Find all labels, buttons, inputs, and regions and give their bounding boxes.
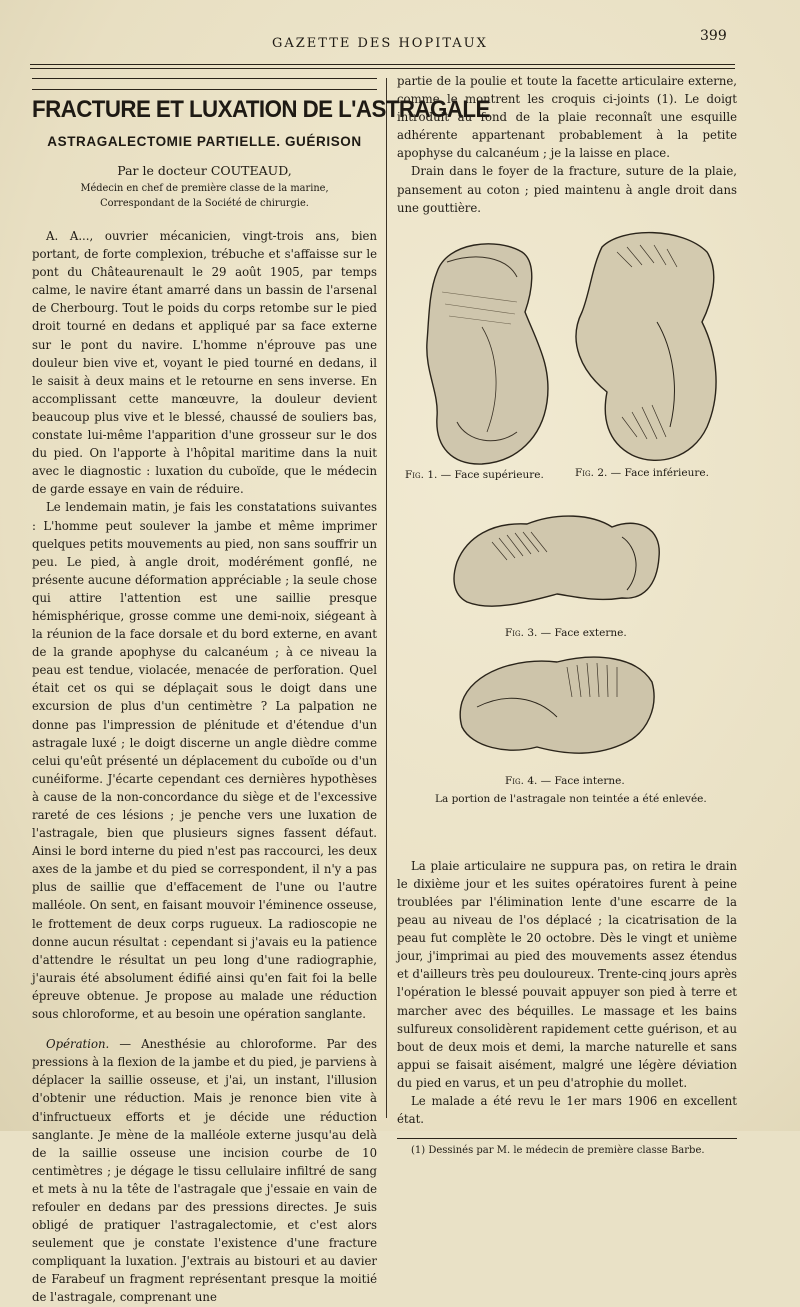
paragraph-operation: [32, 1035, 377, 1306]
fig2-talus-inferior-illustration: [562, 227, 722, 477]
footnote-rule: [397, 1138, 737, 1139]
affiliation-line-1: Médecin en chef de première classe de la marine,: [80, 183, 329, 194]
fig4-talus-internal-illustration: [457, 647, 657, 767]
fig3-talus-external-illustration: [447, 502, 667, 622]
figures-area: [397, 217, 737, 857]
operation-lead: Opération.: [46, 1037, 110, 1052]
fig3-caption: [505, 627, 627, 639]
running-title: GAZETTE DES HOPITAUX: [272, 36, 488, 51]
fig2-number: Fig. 2.: [575, 466, 608, 479]
header-rule: [30, 64, 735, 65]
footnote: (1) Dessinés par M. le médecin de première classe Barbe.: [411, 1145, 705, 1157]
fig3-number: Fig. 3.: [505, 626, 538, 639]
column-divider: [386, 78, 387, 1118]
fig2-label: — Face inférieure.: [607, 466, 709, 479]
right-column: [397, 72, 737, 1156]
fig1-number: Fig. 1.: [405, 468, 438, 481]
fig1-caption: [405, 469, 544, 481]
fig4-number: Fig. 4.: [505, 774, 538, 787]
paragraph-case-history: A. A..., ouvrier mécanicien, vingt-trois ans, bien portant, de forte complexion, trébuche et s'affaisse sur le pont du Châteaurenault le 29 août 1905, par temps calme, le navire étant amarré dans un bassin de l'arsenal de Cherbourg. Tout le poids du corps retombe sur le pied droit tourné en dedans et appliqué par sa face externe sur le pont du navire. L'homme n'éprouve pas une douleur bien vive et, voyant le pied tourné en dedans, il le saisit à deux mains et le retourne en sens inverse. En accomplissant cette manœuvre, la douleur devient beaucoup plus vive et le blessé, chaussé de souliers bas, constate lui-même l'apparition d'une grosseur sur le dos du pied. On l'apporte à l'hôpital maritime dans la nuit avec le diagnostic : luxation du cuboïde, que le médecin de garde essaye en vain de réduire.: [32, 229, 377, 497]
article-title: FRACTURE ET LUXATION DE L'ASTRAGALE: [32, 96, 490, 123]
page-number: 399: [700, 28, 727, 44]
paragraph-dressing: Drain dans le foyer de la fracture, suture de la plaie, pansement au coton ; pied maintenu à angle droit dans une gouttière.: [397, 164, 737, 215]
header-rule-2: [30, 68, 735, 69]
fig1-talus-superior-illustration: [407, 232, 557, 472]
article-subtitle: ASTRAGALECTOMIE PARTIELLE. GUÉRISON: [47, 134, 362, 149]
byline: Par le docteur COUTEAUD,: [117, 163, 292, 178]
fig2-caption: [575, 467, 709, 479]
figures-note: La portion de l'astragale non teintée a été enlevée.: [435, 792, 707, 805]
fig4-label: — Face interne.: [537, 774, 625, 787]
paragraph-recovery: La plaie articulaire ne suppura pas, on retira le drain le dixième jour et les suites opératoires furent à peine troublées par l'élimination lente d'une escarre de la peau au niveau de l'os déplacé ; la cicatrisation de la peau fut complète le 20 octobre. Dès le vingt et unième jour, j'imprimai au pied des mouvements assez étendus et d'ailleurs très peu douloureux. Trente-cinq jours après l'opération le blessé pouvait appuyer son pied à terre et marcher avec des béquilles. Le massage et les bains sulfureux consolidèrent rapidement cette guérison, et au bout de deux mois et demi, la marche naturelle et sans appui se faisait aisément, malgré une légère déviation du pied en varus, et un peu d'atrophie du mollet.: [397, 858, 737, 1090]
affiliation-line-2: Correspondant de la Société de chirurgie.: [100, 198, 309, 209]
paragraph-examination: Le lendemain matin, je fais les constatations suivantes : L'homme peut soulever la jambe et même imprimer quelques petits mouvements au pied, non sans souffrir un peu. Le pied, à angle droit, modérément gonflé, ne présente aucune déformation appréciable ; la seule chose qui attire l'attention est une saillie presque hémisphérique, grosse comme une demi-noix, siégeant à la réunion de la face dorsale et du bord externe, en avant de la grande apophyse du calcanéum ; à ce niveau la peau est tendue, violacée, menacée de perforation. Quel était cet os qui se déplaçait sous le doigt dans une excursion de plus d'un centimètre ? La palpation ne donne pas l'impression de plénitude et d'étendue d'un astragale luxé ; le doigt discerne un angle dièdre comme celui qu'eût présenté un déplacement du cuboïde ou d'un cunéiforme. J'écarte cependant ces dernières hypothèses à cause de la non-concordance du siège et de l'excessive rareté de ces lésions ; je penche vers une luxation de l'astragale, bien que plusieurs signes fassent défaut. Ainsi le bord interne du pied n'est pas raccourci, les deux axes de la jambe et du pied se correspondent, il n'y a pas plus de saillie que d'effacement de l'une ou l'autre malléole. On sent, en faisant mouvoir l'éminence osseuse, le frottement de deux corps rugueux. La radioscopie ne donne aucun résultat : cependant si j'avais eu la patience d'attendre le résultat un peu long d'une radiographie, j'aurais été absolument édifié ainsi qu'en fait foi la belle épreuve obtenue. Je propose au malade une réduction sous chloroforme, et au besoin une opération sanglante.: [32, 500, 377, 1022]
fig1-label: — Face supérieure.: [437, 468, 544, 481]
fig4-caption: [505, 775, 625, 787]
operation-text: — Anesthésie au chloroforme. Par des pressions à la flexion de la jambe et du pied, je parviens à déplacer la saillie osseuse, et j'ai, un instant, l'illusion d'obtenir une réduction. Mais je renonce bien vite à d'infructueux efforts et je décide une réduction sanglante. Je mène de la malléole externe jusqu'au delà de la saillie osseuse une incision courbe de 10 centimètres ; je dégage le tissu cellulaire infiltré de sang et mets à nu la tête de l'astragale que j'essaie en vain de refouler en dedans par des pressions directes. Je suis obligé de pratiquer l'astragalectomie, et c'est alors seulement que je constate l'existence d'une fracture compliquant la luxation. J'extrais au bistouri et au davier de Farabeuf un fragment représentant presque la moitié de l'astragale, comprenant une: [32, 1037, 377, 1305]
paragraph-continuation: partie de la poulie et toute la facette articulaire externe, comme le montrent les croquis ci-joints (1). Le doigt introduit au fond de la plaie reconnaît une esquille adhérente appartenant probablement à la petite apophyse du calcanéum ; je la laisse en place.: [397, 74, 737, 161]
title-rules: [32, 78, 377, 90]
paragraph-followup: Le malade a été revu le 1er mars 1906 en excellent état.: [397, 1093, 737, 1127]
fig3-label: — Face externe.: [537, 626, 627, 639]
